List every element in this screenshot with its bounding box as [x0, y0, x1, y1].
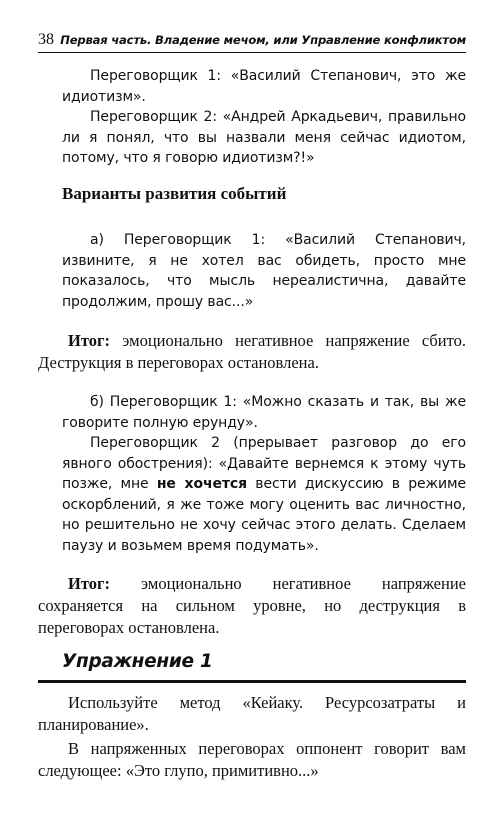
variant-b-reply-start: Переговорщик 2 (прерывает разговор до его явного обострения): «Давайте вернемся к этому чуть позже, мне — [62, 435, 466, 492]
page-number: 38 — [38, 31, 54, 48]
variant-a: а) Переговорщик 1: «Василий Степанович, извините, я не хотел вас обидеть, просто мне показалось, что мысль нереалистична, давайте продолжим, прошу вас...» — [62, 232, 466, 310]
section-heading: Варианты развития событий — [62, 184, 287, 203]
exercise-paragraph-2: В напряженных переговорах оппонент говорит вам следующее: «Это глупо, примитивно...» — [38, 739, 466, 780]
dialogue-line-2: Переговорщик 2: «Андрей Аркадьевич, правильно ли я понял, что вы назвали меня сейчас идиотом, потому, что я говорю идиотизм?!» — [62, 109, 466, 166]
variant-b: б) Переговорщик 1: «Можно сказать и так, вы же говорите полную ерунду». — [62, 394, 466, 431]
variant-b-reply-end: вести дискуссию в режиме оскорблений, я же тоже могу оценить вас личностно, но решительно не хочу сейчас этого делать. Сделаем паузу и возьмем время подумать». — [62, 476, 467, 554]
result-2-label: Итог: — [68, 574, 110, 593]
result-2 — [38, 573, 466, 639]
result-1-label: Итог: — [68, 331, 110, 350]
exercise-rule — [38, 680, 466, 683]
page-header — [38, 30, 466, 52]
variant-b-reply-emphasis: не хочется — [156, 476, 247, 492]
dialogue-line-1: Переговорщик 1: «Василий Степанович, это же идиотизм». — [62, 68, 466, 105]
exercise-title: Упражнение 1 — [62, 651, 213, 672]
header-rule — [38, 52, 466, 53]
exercise-paragraph-1: Используйте метод «Кейаку. Ресурсозатраты и планирование». — [38, 693, 466, 734]
running-title: Первая часть. Владение мечом, или Управление конфликтом — [60, 33, 466, 47]
result-1 — [38, 330, 466, 374]
result-1-text: эмоционально негативное напряжение сбито. Деструкция в переговорах остановлена. — [38, 331, 466, 372]
result-2-text: эмоционально негативное напряжение сохраняется на сильном уровне, но деструкция в переговорах остановлена. — [38, 574, 466, 637]
variant-b-reply — [62, 433, 466, 556]
